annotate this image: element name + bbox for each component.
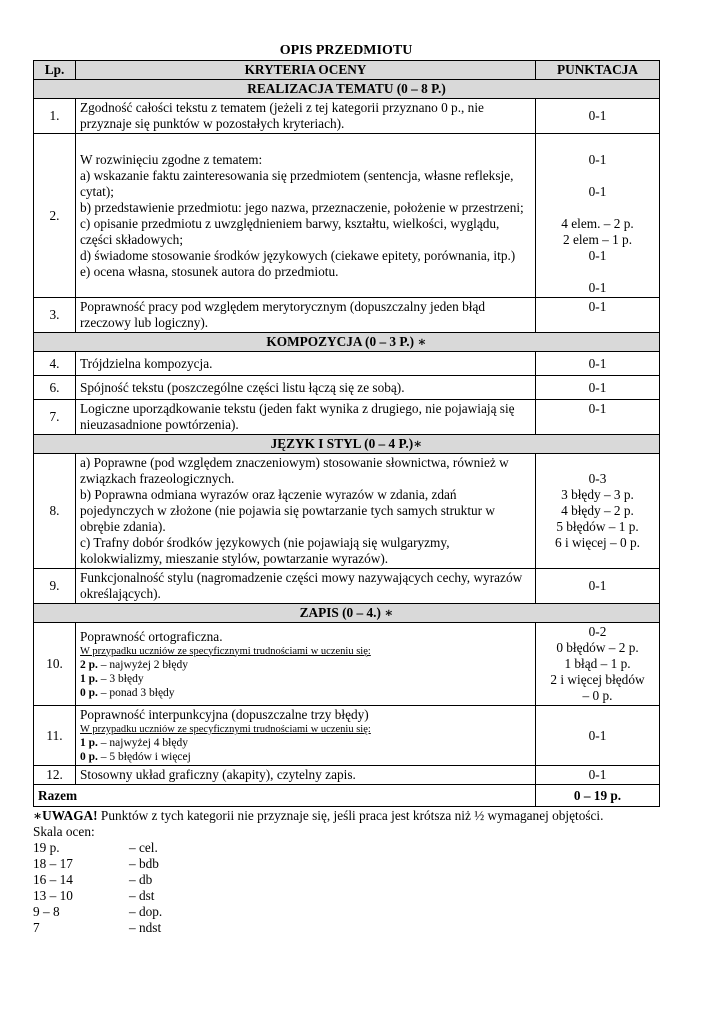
row-number: 7. <box>34 400 76 435</box>
points-value: 0-1 <box>536 298 660 333</box>
table-row <box>34 134 660 298</box>
scale-row: 18 – 17 – bdb <box>33 856 159 871</box>
scale-row: 16 – 14 – db <box>33 872 153 887</box>
section-row-jezyk <box>34 435 660 454</box>
points-value: 0-1 <box>536 766 660 785</box>
criterion-line: a) Poprawne (pod względem znaczeniowym) stosowanie słownictwa, również w związkach frazeologicznych. <box>80 455 509 486</box>
grading-table <box>33 60 660 807</box>
total-row <box>34 785 660 807</box>
scoring-line: 1 p. – najwyżej 4 błędy <box>80 737 188 749</box>
section-title: KOMPOZYCJA (0 – 3 P.) ∗ <box>34 333 660 352</box>
table-row <box>34 400 660 435</box>
points-line: 2 i więcej błędów <box>550 672 645 687</box>
points-line: 4 elem. – 2 p. <box>561 216 634 231</box>
total-value: 0 – 19 p. <box>536 785 660 807</box>
row-number: 8. <box>34 454 76 569</box>
points-value: 0-1 <box>536 99 660 134</box>
points-value <box>536 134 660 298</box>
criterion-text <box>76 706 536 766</box>
table-row <box>34 706 660 766</box>
criterion-text: Logiczne uporządkowanie tekstu (jeden fakt wynika z drugiego, nie pojawiają się nieuzasadnione powtórzenia). <box>76 400 536 435</box>
table-row <box>34 766 660 785</box>
row-number: 4. <box>34 352 76 376</box>
points-line: 0-1 <box>588 280 607 295</box>
points-value <box>536 623 660 706</box>
points-value <box>536 454 660 569</box>
special-needs-note: W przypadku uczniów ze specyficznymi trudnościami w uczeniu się: <box>80 645 371 657</box>
criterion-line: e) ocena własna, stosunek autora do przedmiotu. <box>80 263 339 279</box>
row-number: 12. <box>34 766 76 785</box>
table-row <box>34 376 660 400</box>
section-row-realizacja <box>34 80 660 99</box>
table-row <box>34 99 660 134</box>
points-line: 1 błąd – 1 p. <box>564 656 631 671</box>
table-row <box>34 352 660 376</box>
scale-row: 19 p. – cel. <box>33 840 158 855</box>
section-title: ZAPIS (0 – 4.) ∗ <box>34 604 660 623</box>
criterion-text: Stosowny układ graficzny (akapity), czytelny zapis. <box>76 766 536 785</box>
criterion-line: d) świadome stosowanie środków językowych (ciekawe epitety, porównania, itp.) <box>80 247 516 263</box>
points-value: 0-1 <box>536 400 660 435</box>
points-value: 0-1 <box>536 352 660 376</box>
criterion-text <box>76 454 536 569</box>
criterion-text <box>76 623 536 706</box>
row-number: 3. <box>34 298 76 333</box>
scoring-line: 2 p. – najwyżej 2 błędy <box>80 658 188 671</box>
table-header-row <box>34 61 660 80</box>
scale-title: Skala ocen: <box>33 824 95 839</box>
row-number: 6. <box>34 376 76 400</box>
table-row <box>34 454 660 569</box>
row-number: 2. <box>34 134 76 298</box>
criterion-line: c) opisanie przedmiotu z uwzględnieniem barwy, kształtu, wielkości, wyglądu, części składowych; <box>80 215 500 247</box>
criterion-line: W rozwinięciu zgodne z tematem: <box>80 151 263 167</box>
warning-mark: ∗UWAGA! <box>33 808 98 823</box>
warning-note <box>33 808 659 824</box>
criterion-line: a) wskazanie faktu zainteresowania się przedmiotem (sentencja, własne refleksje, cytat); <box>80 167 514 199</box>
criterion-text: Spójność tekstu (poszczególne części listu łączą się ze sobą). <box>76 376 536 400</box>
criterion-text: Funkcjonalność stylu (nagromadzenie części mowy nazywających cechy, wyrazów określających). <box>76 569 536 604</box>
scale-row: 13 – 10 – dst <box>33 888 155 903</box>
scoring-line: 1 p. – 3 błędy <box>80 672 144 685</box>
points-line: 6 i więcej – 0 p. <box>555 535 640 550</box>
points-value: 0-1 <box>536 706 660 766</box>
points-line: 0-1 <box>588 152 607 167</box>
points-value: 0-1 <box>536 569 660 604</box>
scoring-line: 0 p. – ponad 3 błędy <box>80 686 175 699</box>
criterion-text: Zgodność całości tekstu z tematem (jeżeli z tej kategorii przyznano 0 p., nie przyznaje się punktów w pozostałych kryteriach). <box>76 99 536 134</box>
row-number: 10. <box>34 623 76 706</box>
special-needs-note: W przypadku uczniów ze specyficznymi trudnościami w uczeniu się: <box>80 724 371 735</box>
section-row-zapis <box>34 604 660 623</box>
points-line: 0-1 <box>588 184 607 199</box>
criterion-line: b) przedstawienie przedmiotu: jego nazwa, przeznaczenie, położenie w przestrzeni; <box>80 199 524 215</box>
points-line: 0 błędów – 2 p. <box>556 640 639 655</box>
document-page <box>33 42 659 936</box>
points-value: 0-1 <box>536 376 660 400</box>
points-line: 4 błędy – 2 p. <box>561 503 634 518</box>
scale-row: 7 – ndst <box>33 920 162 935</box>
section-title: REALIZACJA TEMATU (0 – 8 P.) <box>34 80 660 99</box>
header-lp: Lp. <box>34 61 76 80</box>
scale-row: 9 – 8 – dop. <box>33 904 163 919</box>
row-number: 1. <box>34 99 76 134</box>
table-row <box>34 298 660 333</box>
points-line: 3 błędy – 3 p. <box>561 487 634 502</box>
points-line: 5 błędów – 1 p. <box>556 519 639 534</box>
page-title: OPIS PRZEDMIOTU <box>279 43 413 58</box>
points-line: 0-2 <box>588 624 607 639</box>
points-line: 0-3 <box>588 471 607 486</box>
points-line: 2 elem – 1 p. <box>562 232 633 247</box>
section-row-kompozycja <box>34 333 660 352</box>
criterion-text: Poprawność pracy pod względem merytorycznym (dopuszczalny jeden błąd rzeczowy lub logiczny). <box>76 298 536 333</box>
criterion-text <box>76 134 536 298</box>
criterion-line: b) Poprawna odmiana wyrazów oraz łączenie wyrazów w zdania, zdań pojedynczych w złożone (nie pojawia się powtarzanie tych samych struktur w obrębie zdania). <box>80 487 496 534</box>
header-criteria: KRYTERIA OCENY <box>76 61 536 80</box>
criterion-text: Trójdzielna kompozycja. <box>76 352 536 376</box>
points-line: 0-1 <box>588 248 607 263</box>
scoring-line: 0 p. – 5 błędów i więcej <box>80 751 191 763</box>
total-label: Razem <box>34 785 536 807</box>
table-row <box>34 569 660 604</box>
warning-text: Punktów z tych kategorii nie przyznaje się, jeśli praca jest krótsza niż ½ wymaganej objętości. <box>97 808 604 823</box>
criterion-line: Poprawność interpunkcyjna (dopuszczalne trzy błędy) <box>80 707 369 722</box>
row-number: 11. <box>34 706 76 766</box>
points-line: – 0 p. <box>582 688 613 703</box>
criterion-line: c) Trafny dobór środków językowych (nie pojawiają się wulgaryzmy, kolokwializmy, mieszanie stylów, powtarzanie wyrazów). <box>80 535 450 566</box>
criterion-line: Poprawność ortograficzna. <box>80 628 223 644</box>
table-row <box>34 623 660 706</box>
section-title: JĘZYK I STYL (0 – 4 P.)∗ <box>34 435 660 454</box>
header-points: PUNKTACJA <box>536 61 660 80</box>
row-number: 9. <box>34 569 76 604</box>
footer-notes <box>33 808 659 936</box>
